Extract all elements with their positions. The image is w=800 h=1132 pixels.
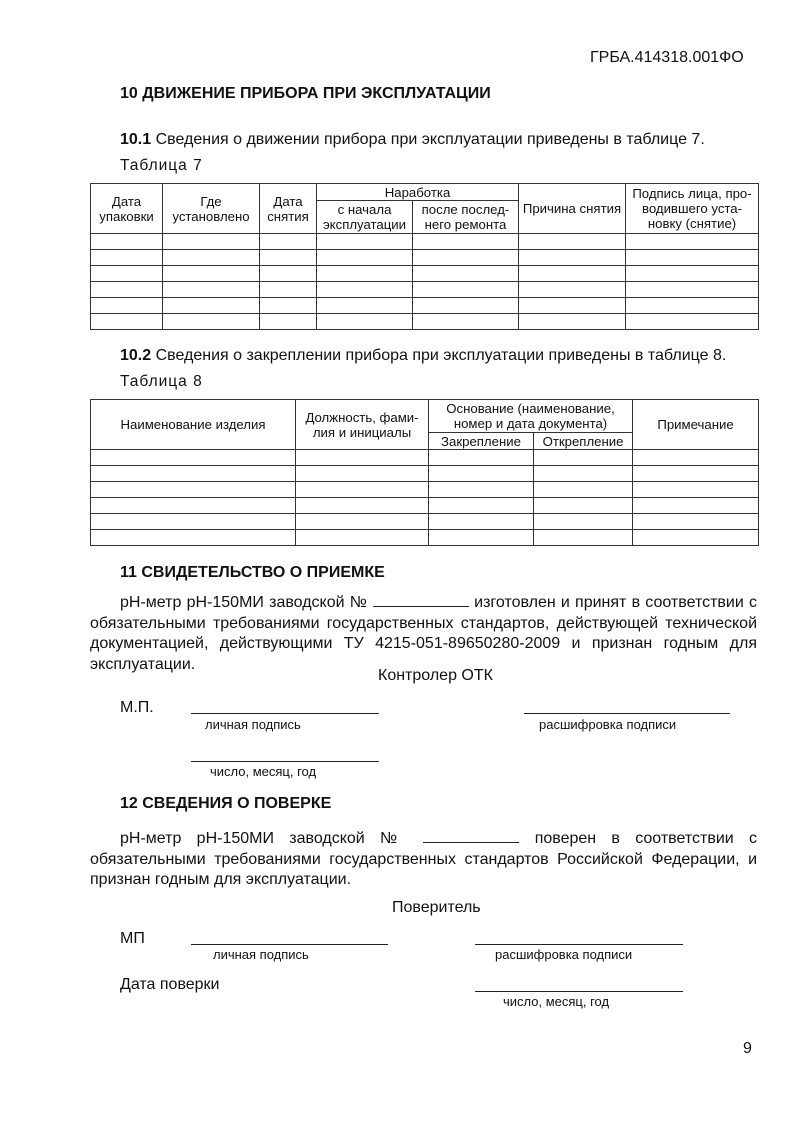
table-row	[91, 298, 759, 314]
decode-label: расшифровка подписи	[495, 947, 633, 962]
header-reason: Причина снятия	[519, 184, 626, 234]
cell[interactable]	[429, 498, 534, 514]
cell[interactable]	[633, 450, 759, 466]
page-number: 9	[743, 1040, 752, 1057]
cell[interactable]	[413, 298, 519, 314]
cell[interactable]	[296, 530, 429, 546]
table-row	[91, 266, 759, 282]
cell[interactable]	[519, 282, 626, 298]
serial-number-field[interactable]	[423, 828, 519, 843]
decode-line[interactable]	[475, 944, 683, 945]
cell[interactable]	[626, 234, 759, 250]
cell[interactable]	[534, 530, 633, 546]
table-row	[91, 314, 759, 330]
paragraph-10-2	[120, 347, 726, 365]
cell[interactable]	[429, 482, 534, 498]
header-note: Примечание	[633, 400, 759, 450]
cell[interactable]	[519, 314, 626, 330]
decode-line[interactable]	[524, 713, 730, 714]
serial-number-field[interactable]	[373, 592, 469, 607]
cell[interactable]	[519, 250, 626, 266]
table-8	[90, 399, 759, 546]
cell[interactable]	[163, 282, 260, 298]
signature-label: личная подпись	[213, 947, 309, 962]
role-verifier: Поверитель	[392, 899, 481, 916]
cell[interactable]	[633, 530, 759, 546]
header-basis: Основание (наименование, номер и дата документа)	[429, 400, 633, 433]
cell[interactable]	[91, 498, 296, 514]
stamp-label: М.П.	[120, 699, 154, 716]
cell[interactable]	[91, 482, 296, 498]
cell[interactable]	[91, 298, 163, 314]
cell[interactable]	[534, 482, 633, 498]
cell[interactable]	[633, 514, 759, 530]
cell[interactable]	[91, 234, 163, 250]
date-line[interactable]	[191, 761, 379, 762]
cell[interactable]	[91, 466, 296, 482]
table-row	[91, 250, 759, 266]
cell[interactable]	[260, 282, 317, 298]
cell[interactable]	[260, 298, 317, 314]
header-signature: Подпись лица, про-водившего уста-новку (снятие)	[626, 184, 759, 234]
table-7	[90, 183, 759, 330]
date-label: число, месяц, год	[503, 994, 610, 1009]
cell[interactable]	[296, 450, 429, 466]
cell[interactable]	[163, 250, 260, 266]
table-row	[91, 482, 759, 498]
cell[interactable]	[626, 282, 759, 298]
text: pH-метр pH-150МИ заводской №	[120, 594, 368, 611]
paragraph-number: 10.2	[120, 347, 152, 364]
cell[interactable]	[91, 514, 296, 530]
cell[interactable]	[317, 314, 413, 330]
cell[interactable]	[260, 314, 317, 330]
text: поверен в соответствии с обязательными требованиями государственных стандартов Российской Федерации, и признан годным для эксплуатации.	[90, 830, 758, 888]
section-11-title: 11 СВИДЕТЕЛЬСТВО О ПРИЕМКЕ	[120, 564, 385, 581]
header-unassign: Открепление	[534, 433, 633, 450]
signature-line[interactable]	[191, 944, 388, 945]
cell[interactable]	[296, 498, 429, 514]
paragraph-text: Сведения о движении прибора при эксплуатации приведены в таблице 7.	[151, 131, 705, 148]
cell[interactable]	[296, 514, 429, 530]
cell[interactable]	[91, 314, 163, 330]
paragraph-number: 10.1	[120, 131, 152, 148]
cell[interactable]	[91, 530, 296, 546]
cell[interactable]	[260, 234, 317, 250]
table-row	[91, 514, 759, 530]
cell[interactable]	[519, 298, 626, 314]
signature-line[interactable]	[191, 713, 379, 714]
cell[interactable]	[413, 234, 519, 250]
cell[interactable]	[91, 282, 163, 298]
table-row	[91, 282, 759, 298]
cell[interactable]	[163, 266, 260, 282]
cell[interactable]	[317, 234, 413, 250]
section-12-title: 12 СВЕДЕНИЯ О ПОВЕРКЕ	[120, 795, 332, 812]
cell[interactable]	[633, 498, 759, 514]
date-label: число, месяц, год	[210, 764, 317, 779]
cell[interactable]	[91, 250, 163, 266]
cell[interactable]	[429, 450, 534, 466]
date-line[interactable]	[475, 991, 683, 992]
paragraph-10-1	[120, 131, 705, 149]
header-date-pack: Дата упаковки	[91, 184, 163, 234]
table-7-caption: Таблица 7	[120, 157, 203, 174]
cell[interactable]	[260, 250, 317, 266]
cell[interactable]	[626, 314, 759, 330]
cell[interactable]	[519, 234, 626, 250]
check-date-label: Дата поверки	[120, 976, 220, 993]
cell[interactable]	[317, 298, 413, 314]
section-10-title: 10 ДВИЖЕНИЕ ПРИБОРА ПРИ ЭКСПЛУАТАЦИИ	[120, 85, 491, 102]
cell[interactable]	[534, 498, 633, 514]
table-row	[91, 530, 759, 546]
signature-label: личная подпись	[205, 717, 301, 732]
cell[interactable]	[633, 466, 759, 482]
cell[interactable]	[534, 450, 633, 466]
cell[interactable]	[626, 298, 759, 314]
cell[interactable]	[91, 450, 296, 466]
text: изготовлен и принят в соответствии с обязательными требованиями государственных стандартов, действующей технической документацией, действующими ТУ 4215-051-89650280-2009 и признан годным для эксплуатации.	[90, 594, 757, 673]
table-row	[91, 498, 759, 514]
cell[interactable]	[633, 482, 759, 498]
paragraph-text: Сведения о закреплении прибора при эксплуатации приведены в таблице 8.	[151, 347, 727, 364]
cell[interactable]	[296, 466, 429, 482]
verification-paragraph	[90, 828, 757, 891]
stamp-label: МП	[120, 930, 145, 947]
document-code: ГРБА.414318.001ФО	[590, 49, 744, 66]
header-runtime-start: с начала эксплуатации	[317, 201, 413, 234]
cell[interactable]	[317, 250, 413, 266]
header-runtime-repair: после послед-него ремонта	[413, 201, 519, 234]
cell[interactable]	[260, 266, 317, 282]
cell[interactable]	[534, 514, 633, 530]
cell[interactable]	[413, 250, 519, 266]
header-person: Должность, фами-лия и инициалы	[296, 400, 429, 450]
header-runtime: Наработка	[317, 184, 519, 201]
cell[interactable]	[429, 530, 534, 546]
table-row	[91, 234, 759, 250]
header-where-installed: Где установлено	[163, 184, 260, 234]
role-otk: Контролер ОТК	[378, 667, 493, 684]
cell[interactable]	[519, 266, 626, 282]
header-assign: Закрепление	[429, 433, 534, 450]
cell[interactable]	[413, 314, 519, 330]
cell[interactable]	[413, 266, 519, 282]
cell[interactable]	[163, 314, 260, 330]
cell[interactable]	[626, 266, 759, 282]
cell[interactable]	[429, 514, 534, 530]
header-item-name: Наименование изделия	[91, 400, 296, 450]
text: pH-метр pH-150МИ заводской №	[120, 830, 409, 847]
table-row	[91, 466, 759, 482]
cell[interactable]	[626, 250, 759, 266]
cell[interactable]	[163, 234, 260, 250]
cell[interactable]	[317, 282, 413, 298]
cell[interactable]	[317, 266, 413, 282]
table-8-caption: Таблица 8	[120, 373, 203, 390]
cell[interactable]	[91, 266, 163, 282]
decode-label: расшифровка подписи	[539, 717, 677, 732]
cell[interactable]	[534, 466, 633, 482]
cell[interactable]	[163, 298, 260, 314]
cell[interactable]	[413, 282, 519, 298]
table-row	[91, 450, 759, 466]
cell[interactable]	[296, 482, 429, 498]
acceptance-paragraph	[90, 592, 757, 675]
cell[interactable]	[429, 466, 534, 482]
header-date-removed: Дата снятия	[260, 184, 317, 234]
